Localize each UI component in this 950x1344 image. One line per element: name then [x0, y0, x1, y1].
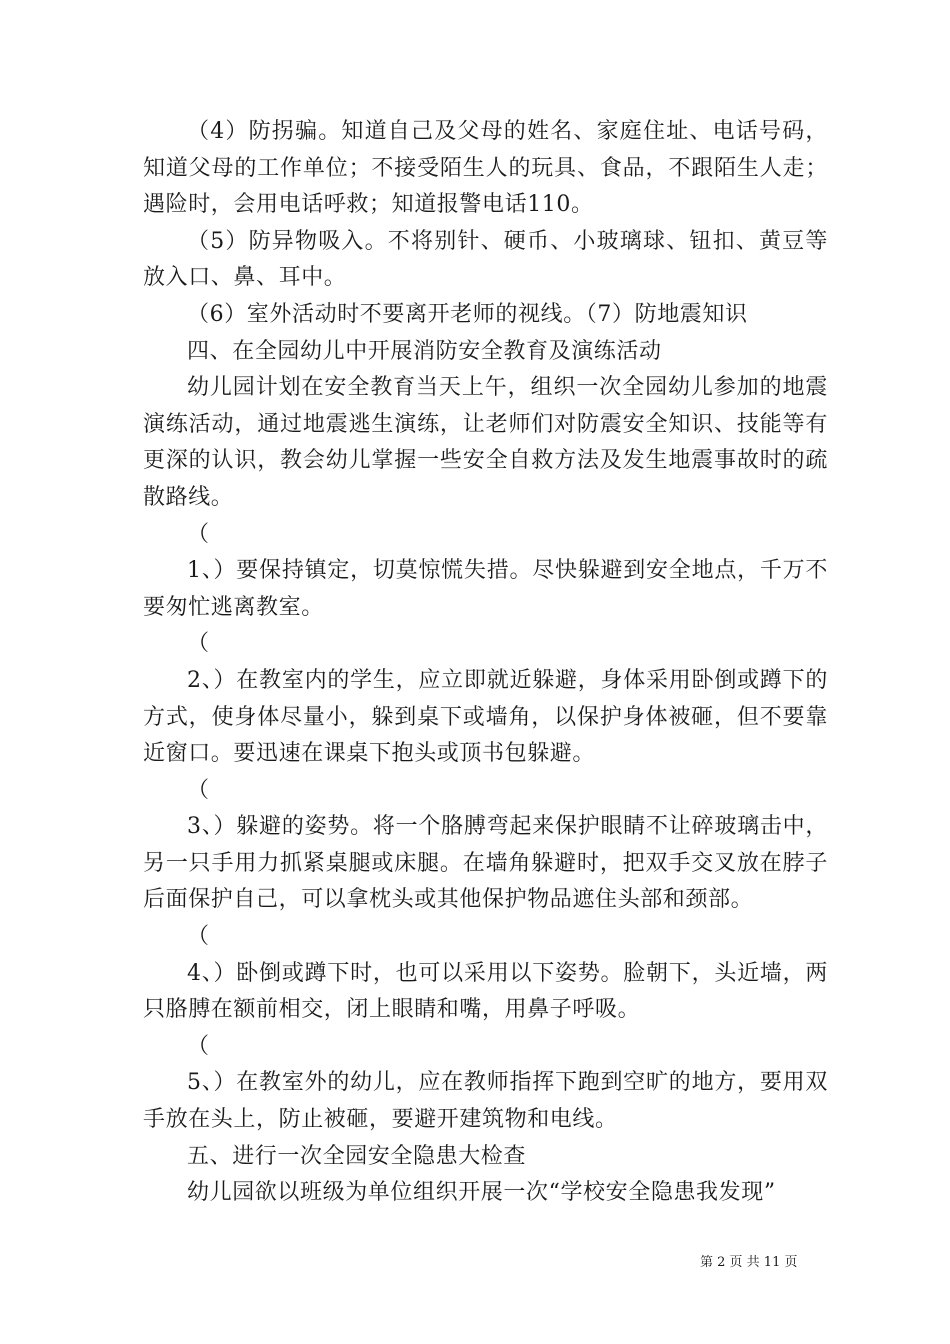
paren-line: （	[187, 631, 210, 657]
document-body	[143, 114, 828, 1212]
section-heading-4: 四、在全园幼儿中开展消防安全教育及演练活动	[187, 338, 662, 364]
paren-line: （	[187, 521, 210, 547]
paren-line: （	[187, 924, 210, 950]
paragraph-anti-abduction: （4）防拐骗。知道自己及父母的姓名、家庭住址、电话号码，知道父母的工作单位；不接受陌生人的玩具、食品，不跟陌生人走；遇险时，会用电话呼救；知道报警电话110。	[143, 119, 828, 218]
paragraph-item-2: 2、）在教室内的学生，应立即就近躲避，身体采用卧倒或蹲下的方式，使身体尽量小，躲到桌下或墙角，以保护身体被砸，但不要靠近窗口。要迅速在课桌下抱头或顶书包躲避。	[143, 667, 828, 767]
page-number: 第 2 页 共 11 页	[700, 1255, 798, 1270]
paragraph-item-4: 4、）卧倒或蹲下时，也可以采用以下姿势。脸朝下，头近墙，两只胳膊在额前相交，闭上眼睛和嘴，用鼻子呼吸。	[143, 960, 828, 1023]
paragraph-foreign-objects: （5）防异物吸入。不将别针、硬币、小玻璃球、钮扣、黄豆等放入口、鼻、耳中。	[143, 228, 828, 291]
paragraph-item-3: 3、）躲避的姿势。将一个胳膊弯起来保护眼睛不让碎玻璃击中，另一只手用力抓紧桌腿或床腿。在墙角躲避时，把双手交叉放在脖子后面保护自己，可以拿枕头或其他保护物品遮住头部和颈部。	[143, 814, 828, 913]
paragraph-drill-plan: 幼儿园计划在安全教育当天上午，组织一次全园幼儿参加的地震演练活动，通过地震逃生演练，让老师们对防震安全知识、技能等有更深的认识，教会幼儿掌握一些安全自救方法及发生地震事故时的疏散路线。	[143, 375, 828, 510]
paragraph-item-1: 1、）要保持镇定，切莫惊慌失措。尽快躲避到安全地点，千万不要匆忙逃离教室。	[143, 558, 828, 620]
paren-line: （	[187, 1033, 210, 1059]
paragraph-inspection: 幼儿园欲以班级为单位组织开展一次“学校安全隐患我发现”	[187, 1180, 776, 1206]
section-heading-5: 五、进行一次全园安全隐患大检查	[187, 1143, 527, 1169]
paren-line: （	[187, 777, 210, 803]
paragraph-outdoor-earthquake: （6）室外活动时不要离开老师的视线。（7）防地震知识	[187, 301, 748, 327]
paragraph-item-5: 5、）在教室外的幼儿，应在教师指挥下跑到空旷的地方，要用双手放在头上，防止被砸，要避开建筑物和电线。	[143, 1070, 828, 1133]
